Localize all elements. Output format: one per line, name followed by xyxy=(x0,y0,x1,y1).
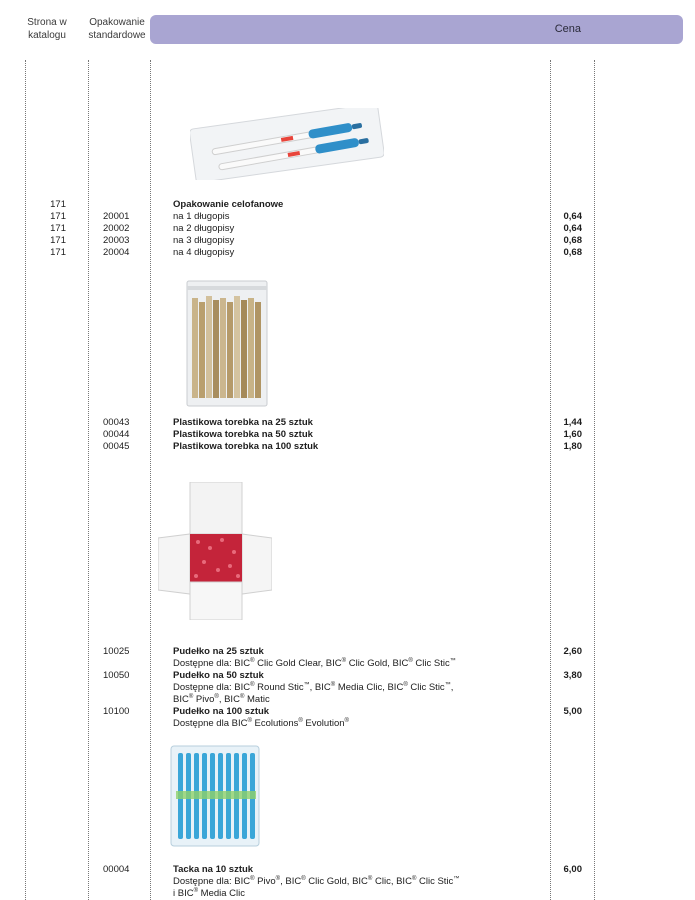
product-price: 6,00 xyxy=(563,864,582,875)
product-availability: Dostępne dla: BIC® Clic Gold Clear, BIC® Clic Gold, BIC® Clic Stic™ xyxy=(173,657,456,669)
product-code: 10025 xyxy=(103,646,130,657)
product-availability: BIC® Pivo®, BIC® Matic xyxy=(173,693,270,705)
product-code: 00044 xyxy=(103,429,130,440)
column-header-catalog-page xyxy=(24,16,70,42)
header-text: standardowe xyxy=(88,30,146,41)
product-code: 00045 xyxy=(103,441,130,452)
product-code: 10100 xyxy=(103,706,130,717)
product-title: Pudełko na 100 sztuk xyxy=(173,706,270,717)
product-title: Pudełko na 50 sztuk xyxy=(173,670,264,681)
catalog-page: 171 xyxy=(50,211,66,222)
product-code: 20002 xyxy=(103,223,130,234)
paper-box-image xyxy=(158,482,272,620)
column-divider xyxy=(88,60,89,900)
pen-tray-image xyxy=(170,745,260,847)
product-title: Pudełko na 25 sztuk xyxy=(173,646,264,657)
product-code: 20003 xyxy=(103,235,130,246)
product-price: 0,68 xyxy=(563,247,582,258)
header-text: Opakowanie xyxy=(89,17,145,28)
product-title: Plastikowa torebka na 25 sztuk xyxy=(173,417,313,428)
product-price: 1,60 xyxy=(563,429,582,440)
product-price: 2,60 xyxy=(563,646,582,657)
product-title: Plastikowa torebka na 50 sztuk xyxy=(173,429,313,440)
product-availability: i BIC® Media Clic xyxy=(173,887,246,899)
header-text: katalogu xyxy=(28,30,66,41)
column-divider xyxy=(25,60,26,900)
header-text: Strona w xyxy=(27,17,67,28)
product-availability: Dostępne dla: BIC® Round Stic™, BIC® Media Clic, BIC® Clic Stic™, xyxy=(173,681,454,693)
product-desc: na 2 długopisy xyxy=(173,223,235,234)
product-price: 0,68 xyxy=(563,235,582,246)
catalog-page: 171 xyxy=(50,199,66,210)
product-price: 1,44 xyxy=(563,417,582,428)
product-code: 00004 xyxy=(103,864,130,875)
product-price: 3,80 xyxy=(563,670,582,681)
price-header-bar xyxy=(150,15,683,44)
product-availability: Dostępne dla BIC® Ecolutions® Evolution® xyxy=(173,717,349,729)
product-desc: na 4 długopisy xyxy=(173,247,235,258)
product-desc: na 3 długopisy xyxy=(173,235,235,246)
column-divider xyxy=(594,60,595,900)
product-code: 20001 xyxy=(103,211,130,222)
catalog-page: 171 xyxy=(50,247,66,258)
column-divider xyxy=(150,60,151,900)
column-header-price: Cena xyxy=(554,23,581,35)
product-title: Opakowanie celofanowe xyxy=(173,199,284,210)
catalog-page: 171 xyxy=(50,223,66,234)
product-code: 10050 xyxy=(103,670,130,681)
product-title: Tacka na 10 sztuk xyxy=(173,864,254,875)
product-availability: Dostępne dla: BIC® Pivo®, BIC® Clic Gold, BIC® Clic, BIC® Clic Stic™ xyxy=(173,875,460,887)
column-divider xyxy=(550,60,551,900)
product-title: Plastikowa torebka na 100 sztuk xyxy=(173,441,319,452)
cellophane-pens-image xyxy=(190,108,384,180)
product-code: 00043 xyxy=(103,417,130,428)
product-code: 20004 xyxy=(103,247,130,258)
catalog-page: 171 xyxy=(50,235,66,246)
product-price: 5,00 xyxy=(563,706,582,717)
product-desc: na 1 długopis xyxy=(173,211,230,222)
product-price: 1,80 xyxy=(563,441,582,452)
product-price: 0,64 xyxy=(563,223,582,234)
plastic-bag-image xyxy=(186,280,268,407)
product-price: 0,64 xyxy=(563,211,582,222)
column-header-standard-packaging xyxy=(86,16,148,42)
